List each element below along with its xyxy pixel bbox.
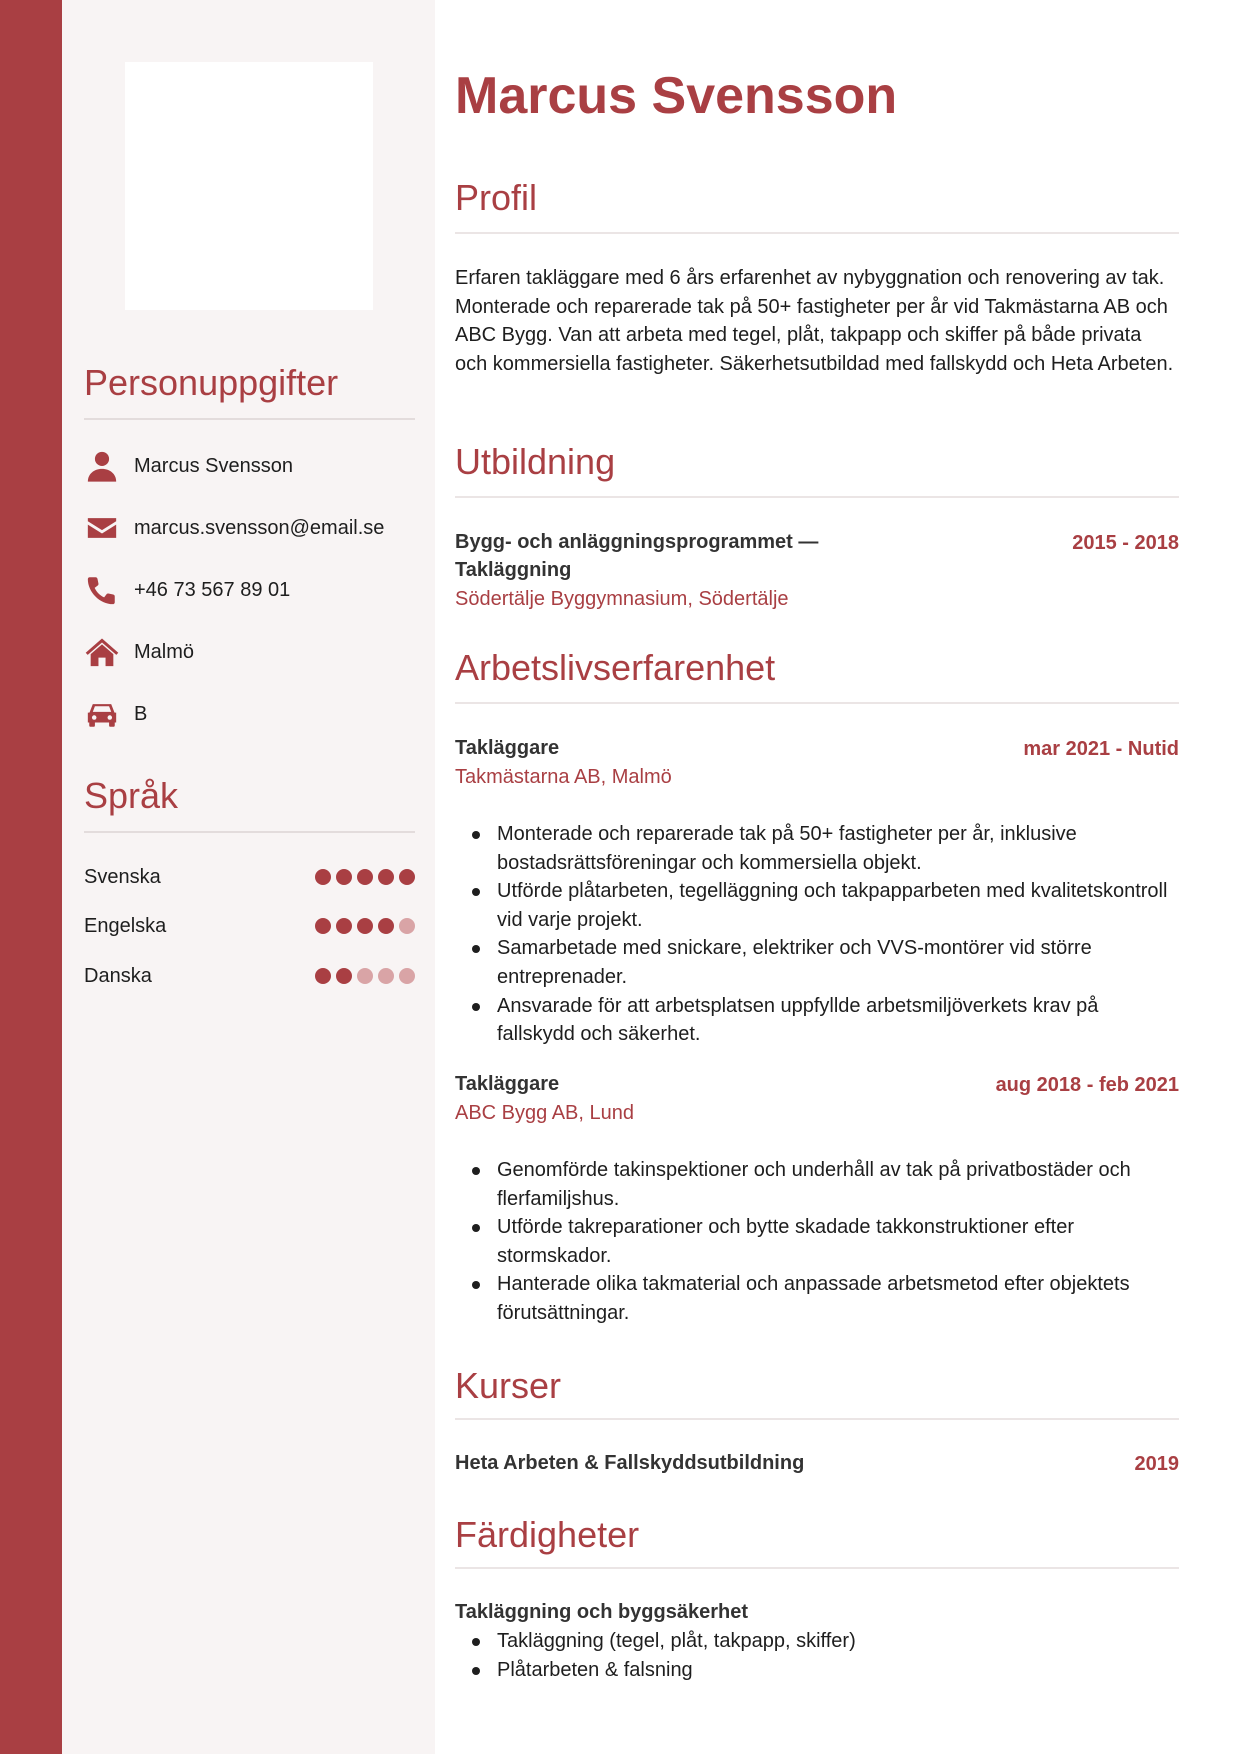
level-dot	[315, 918, 331, 934]
course-date: 2019	[1134, 1453, 1179, 1475]
job-employer: ABC Bygg AB, Lund	[455, 1102, 635, 1124]
education-date: 2015 - 2018	[1072, 532, 1179, 554]
accent-strip	[0, 0, 62, 1754]
job-bullets	[455, 820, 1179, 1049]
list-item: Takläggning (tegel, plåt, takpapp, skiffer)	[455, 1627, 1179, 1656]
list-item: Plåtarbeten & falsning	[455, 1656, 1179, 1685]
sidebar	[62, 0, 435, 1754]
list-item: Utförde plåtarbeten, tegelläggning och takpapparbeten med kvalitetskontroll vid varje projekt.	[455, 877, 1179, 934]
personal-city-row	[84, 632, 414, 672]
job-employer: Takmästarna AB, Malmö	[455, 766, 672, 788]
envelope-icon	[84, 510, 120, 546]
job-date: aug 2018 - feb 2021	[995, 1074, 1179, 1096]
divider	[455, 496, 1179, 498]
education-title: Bygg- och anläggningsprogrammet — Takläggning	[455, 531, 819, 581]
level-dot	[399, 918, 415, 934]
profile-text: Erfaren takläggare med 6 års erfarenhet av nybyggnation och renovering av tak. Monterade och reparerade tak på 50+ fastigheter per år vid Takmästarna AB och ABC Bygg. Van att arbeta med tegel, plåt, takpapp och skiffer på både privata och kommersiella fastigheter. Säkerhetsutbildad med fallskydd och Heta Arbeten.	[455, 267, 1174, 375]
list-item: Samarbetade med snickare, elektriker och VVS-montörer vid större entreprenader.	[455, 934, 1179, 991]
level-dot	[357, 869, 373, 885]
personal-section-title: Personuppgifter	[84, 362, 339, 403]
job-title: Takläggare	[455, 737, 560, 759]
phone-icon	[84, 572, 120, 608]
job-date: mar 2021 - Nutid	[1023, 738, 1179, 760]
list-item: Genomförde takinspektioner och underhåll av tak på privatbostäder och flerfamiljshus.	[455, 1156, 1179, 1213]
language-name: Engelska	[84, 914, 167, 937]
divider	[455, 232, 1179, 234]
personal-phone-row	[84, 570, 414, 610]
profile-photo	[125, 62, 373, 310]
personal-city: Malmö	[134, 640, 195, 663]
divider	[455, 702, 1179, 704]
divider	[455, 1567, 1179, 1569]
job-bullets	[455, 1156, 1179, 1328]
level-dot	[336, 918, 352, 934]
level-dot	[336, 869, 352, 885]
level-dot	[378, 968, 394, 984]
language-name: Danska	[84, 964, 152, 987]
divider	[84, 831, 415, 833]
list-item: Monterade och reparerade tak på 50+ fastigheter per år, inklusive bostadsrättsföreningar och kommersiella objekt.	[455, 820, 1179, 877]
experience-section-title: Arbetslivserfarenhet	[455, 647, 776, 688]
personal-email: marcus.svensson@email.se	[134, 516, 385, 539]
level-dot	[336, 968, 352, 984]
person-icon	[84, 448, 120, 484]
level-dot	[399, 869, 415, 885]
divider	[455, 1418, 1179, 1420]
language-row	[84, 961, 415, 991]
language-name: Svenska	[84, 865, 161, 888]
language-level	[315, 918, 415, 934]
divider	[84, 418, 415, 420]
level-dot	[378, 869, 394, 885]
personal-license: B	[134, 702, 148, 725]
list-item: Hanterade olika takmaterial och anpassade arbetsmetod efter objektets förutsättningar.	[455, 1270, 1179, 1327]
education-section-title: Utbildning	[455, 441, 616, 482]
education-place: Södertälje Byggymnasium, Södertälje	[455, 588, 789, 610]
level-dot	[357, 918, 373, 934]
level-dot	[315, 869, 331, 885]
skills-section-title: Färdigheter	[455, 1514, 640, 1555]
language-level	[315, 869, 415, 885]
language-row	[84, 911, 415, 941]
resume-name: Marcus Svensson	[455, 67, 898, 125]
level-dot	[399, 968, 415, 984]
personal-email-row	[84, 508, 414, 548]
personal-phone: +46 73 567 89 01	[134, 578, 291, 601]
personal-name: Marcus Svensson	[134, 454, 293, 477]
language-row	[84, 862, 415, 892]
course-title: Heta Arbeten & Fallskyddsutbildning	[455, 1452, 805, 1474]
car-icon	[84, 696, 120, 732]
level-dot	[315, 968, 331, 984]
list-item: Ansvarade för att arbetsplatsen uppfyllde arbetsmiljöverkets krav på fallskydd och säkerhet.	[455, 992, 1179, 1049]
skill-group-title: Takläggning och byggsäkerhet	[455, 1601, 749, 1623]
profile-section-title: Profil	[455, 177, 538, 218]
courses-section-title: Kurser	[455, 1365, 562, 1406]
skill-list	[455, 1627, 1179, 1684]
languages-section-title: Språk	[84, 775, 179, 816]
level-dot	[357, 968, 373, 984]
home-icon	[84, 634, 120, 670]
job-title: Takläggare	[455, 1073, 560, 1095]
list-item: Utförde takreparationer och bytte skadade takkonstruktioner efter stormskador.	[455, 1213, 1179, 1270]
language-level	[315, 968, 415, 984]
personal-name-row	[84, 446, 414, 486]
level-dot	[378, 918, 394, 934]
personal-license-row	[84, 694, 414, 734]
